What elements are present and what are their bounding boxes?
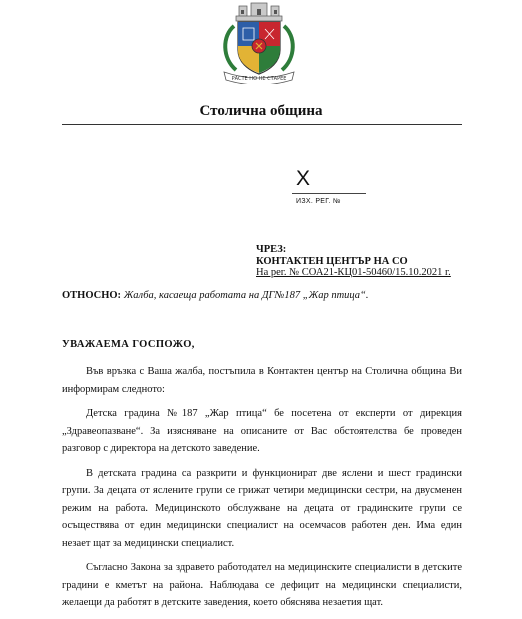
routing-reg-reference: На рег. № СОА21-КЦ01-50460/15.10.2021 г. — [256, 267, 451, 278]
routing-block — [256, 244, 451, 279]
signature-mark: X — [296, 167, 311, 190]
organization-name: Столична община — [199, 103, 323, 119]
letter-body — [62, 363, 462, 619]
body-paragraph: В детската градина са разкрити и функционират две яслени и шест градински групи. За децата от яслените групи се грижат четири медицински сестри, на двусменен режим на работа. Медицинското обслужване на децата от градинските групи се осъществява от един медицински специалист на осемчасов работен ден. Има един незает щат за медицински специалист. — [62, 467, 462, 549]
subject-line — [62, 290, 369, 301]
outgoing-reg-label: ИЗХ. РЕГ. № — [296, 198, 341, 205]
salutation: УВАЖАЕМА ГОСПОЖО, — [62, 339, 195, 350]
body-paragraph: Детска градина №187 „Жар птица“ бе посетена от експерти от дирекция „Здравеопазване“. За изясняване на описаните от Вас обстоятелства бе проведен разговор с директора на детското заведение. — [62, 408, 462, 454]
subject-text: Жалба, касаеща работата на ДГ№187 „Жар птица“. — [123, 290, 369, 301]
body-paragraph: Във връзка с Ваша жалба, постъпила в Контактен център на Столична община Ви информирам следното: — [62, 366, 462, 395]
sofia-coat-of-arms-icon — [214, 2, 304, 84]
routing-via: ЧРЕЗ: — [256, 244, 287, 255]
body-paragraph: Съгласно Закона за здравето работодател на медицинските специалисти в детските градини е кметът на района. Наблюдава се дефицит на медицински специалисти, желаещи да работят в детските заведения, което обяснява незаетия щат. — [62, 562, 462, 608]
subject-label: ОТНОСНО: — [62, 290, 122, 301]
header-divider — [62, 124, 462, 125]
signature-line — [292, 193, 366, 194]
routing-center: КОНТАКТЕН ЦЕНТЪР НА СО — [256, 255, 408, 267]
svg-text:РАСТЕ НО НЕ СТАРЕЕ: РАСТЕ НО НЕ СТАРЕЕ — [231, 76, 287, 82]
